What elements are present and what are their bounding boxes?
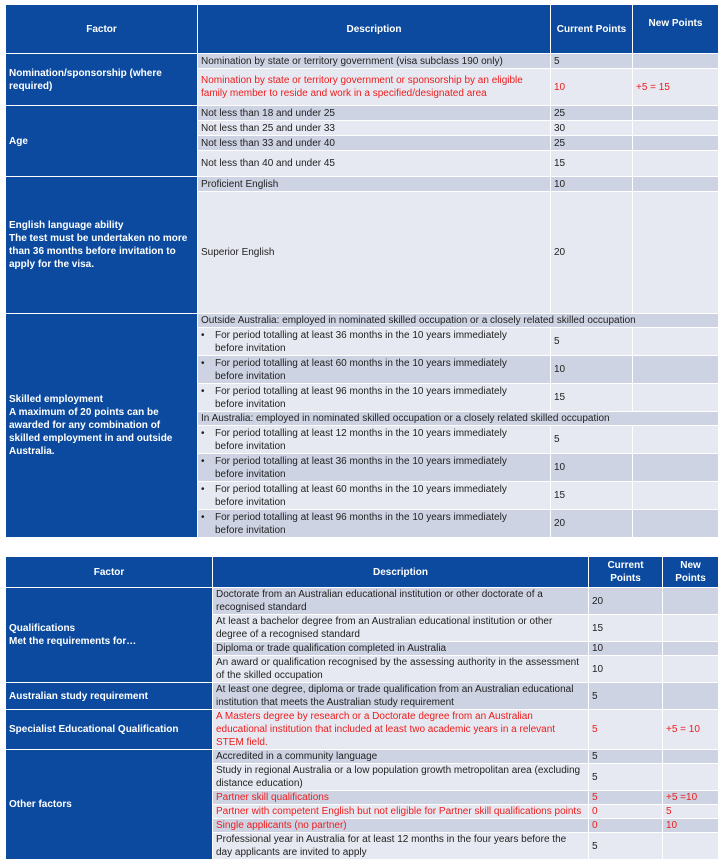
current-points: 5	[589, 791, 663, 805]
description: Diploma or trade qualification completed in Australia	[213, 642, 589, 656]
current-points: 15	[551, 151, 633, 177]
current-points: 0	[589, 805, 663, 819]
table-row	[6, 54, 719, 69]
current-points: 5	[551, 426, 633, 454]
description: • For period totalling at least 36 months in the 10 years immediately before invitation	[198, 328, 551, 356]
description: Nomination by state or territory government or sponsorship by an eligible family member to reside and work in a specified/designated area	[198, 69, 551, 106]
bullet-icon: •	[201, 511, 205, 523]
current-points: 10	[551, 69, 633, 106]
new-points	[633, 136, 719, 151]
bullet-icon: •	[201, 483, 205, 495]
new-points	[633, 454, 719, 482]
new-points	[633, 510, 719, 538]
new-points: +5 = 10	[663, 710, 719, 750]
factor-title: Qualifications	[9, 623, 76, 634]
current-points: 5	[589, 764, 663, 791]
current-points: 20	[551, 510, 633, 538]
new-points	[663, 588, 719, 615]
factor-qualifications	[6, 588, 213, 683]
new-points	[663, 764, 719, 791]
description: Not less than 40 and under 45	[198, 151, 551, 177]
table-row	[6, 588, 719, 615]
factor-note: The test must be undertaken no more than 36 months before invitation to apply for the visa.	[9, 233, 188, 270]
factor-study-requirement: Australian study requirement	[6, 683, 213, 710]
current-points: 20	[589, 588, 663, 615]
current-points: 10	[589, 656, 663, 683]
factor-nomination: Nomination/sponsorship (where required)	[6, 54, 198, 106]
current-points: 10	[551, 177, 633, 192]
new-points	[663, 833, 719, 860]
points-table-2	[5, 556, 719, 860]
bullet-icon: •	[201, 455, 205, 467]
description: • For period totalling at least 96 months in the 10 years immediately before invitation	[198, 384, 551, 412]
description: Accredited in a community language	[213, 750, 589, 764]
description: At least one degree, diploma or trade qualification from an Australian educational institution that meets the Australian study requirement	[213, 683, 589, 710]
new-points	[633, 106, 719, 121]
factor-employment	[6, 314, 198, 538]
new-points: 5	[663, 805, 719, 819]
new-points	[633, 54, 719, 69]
bullet-icon: •	[201, 427, 205, 439]
header-description: Description	[198, 5, 551, 54]
current-points: 10	[551, 356, 633, 384]
description: Not less than 33 and under 40	[198, 136, 551, 151]
description: • For period totalling at least 60 months in the 10 years immediately before invitation	[198, 356, 551, 384]
description: • For period totalling at least 12 months in the 10 years immediately before invitation	[198, 426, 551, 454]
new-points	[663, 656, 719, 683]
description: Single applicants (no partner)	[213, 819, 589, 833]
new-points	[663, 615, 719, 642]
description: • For period totalling at least 60 months in the 10 years immediately before invitation	[198, 482, 551, 510]
new-points	[663, 750, 719, 764]
description: At least a bachelor degree from an Australian educational institution or other degree of a recognised standard	[213, 615, 589, 642]
factor-other: Other factors	[6, 750, 213, 860]
current-points: 5	[589, 750, 663, 764]
table-row	[6, 710, 719, 750]
current-points: 20	[551, 192, 633, 314]
table-row	[6, 177, 719, 192]
new-points	[633, 151, 719, 177]
current-points: 5	[551, 328, 633, 356]
current-points: 10	[551, 454, 633, 482]
new-points	[633, 384, 719, 412]
new-points: +5 = 15	[633, 69, 719, 106]
description: Superior English	[198, 192, 551, 314]
description: Professional year in Australia for at least 12 months in the four years before the day applicants are invited to apply	[213, 833, 589, 860]
new-points	[633, 328, 719, 356]
bullet-icon: •	[201, 357, 205, 369]
current-points: 0	[589, 819, 663, 833]
factor-english	[6, 177, 198, 314]
factor-specialist-qualification: Specialist Educational Qualification	[6, 710, 213, 750]
new-points	[633, 356, 719, 384]
description: Proficient English	[198, 177, 551, 192]
current-points: 5	[589, 683, 663, 710]
new-points	[633, 177, 719, 192]
description: Study in regional Australia or a low population growth metropolitan area (excluding distance education)	[213, 764, 589, 791]
new-points	[663, 642, 719, 656]
header-factor: Factor	[6, 5, 198, 54]
new-points: +5 =10	[663, 791, 719, 805]
header-factor: Factor	[6, 557, 213, 588]
current-points: 25	[551, 106, 633, 121]
subheading-outside-australia: Outside Australia: employed in nominated skilled occupation or a closely related skilled occupation	[198, 314, 719, 328]
new-points	[663, 683, 719, 710]
description: Partner skill qualifications	[213, 791, 589, 805]
new-points: 10	[663, 819, 719, 833]
new-points	[633, 482, 719, 510]
factor-note: Met the requirements for…	[9, 636, 137, 647]
table-row	[6, 314, 719, 328]
header-new-points: New Points	[633, 5, 719, 54]
description: Not less than 25 and under 33	[198, 121, 551, 136]
description: An award or qualification recognised by the assessing authority in the assessment of the skilled occupation	[213, 656, 589, 683]
header-current-points: Current Points	[551, 5, 633, 54]
current-points: 15	[551, 384, 633, 412]
current-points: 30	[551, 121, 633, 136]
factor-age: Age	[6, 106, 198, 177]
header-description: Description	[213, 557, 589, 588]
factor-title: Skilled employment	[9, 394, 103, 405]
current-points: 10	[589, 642, 663, 656]
description: Doctorate from an Australian educational institution or other doctorate of a recognised standard	[213, 588, 589, 615]
current-points: 15	[589, 615, 663, 642]
new-points	[633, 192, 719, 314]
table-row	[6, 750, 719, 764]
factor-title: English language ability	[9, 220, 124, 231]
header-row	[6, 5, 719, 54]
header-new-points: New Points	[663, 557, 719, 588]
factor-note: A maximum of 20 points can be awarded for any combination of skilled employment in and outside Australia.	[9, 407, 173, 457]
current-points: 25	[551, 136, 633, 151]
bullet-icon: •	[201, 385, 205, 397]
bullet-icon: •	[201, 329, 205, 341]
table-row	[6, 106, 719, 121]
table-row	[6, 683, 719, 710]
description: Nomination by state or territory government (visa subclass 190 only)	[198, 54, 551, 69]
description: • For period totalling at least 96 months in the 10 years immediately before invitation	[198, 510, 551, 538]
new-points	[633, 121, 719, 136]
description: Partner with competent English but not eligible for Partner skill qualifications points	[213, 805, 589, 819]
header-row	[6, 557, 719, 588]
current-points: 5	[589, 833, 663, 860]
new-points	[633, 426, 719, 454]
current-points: 15	[551, 482, 633, 510]
points-table-1	[5, 4, 719, 538]
subheading-in-australia: In Australia: employed in nominated skilled occupation or a closely related skilled occupation	[198, 412, 719, 426]
description: A Masters degree by research or a Doctorate degree from an Australian educational institution that included at least two academic years in a relevant STEM field.	[213, 710, 589, 750]
description: Not less than 18 and under 25	[198, 106, 551, 121]
header-current-points: Current Points	[589, 557, 663, 588]
description: • For period totalling at least 36 months in the 10 years immediately before invitation	[198, 454, 551, 482]
current-points: 5	[551, 54, 633, 69]
current-points: 5	[589, 710, 663, 750]
